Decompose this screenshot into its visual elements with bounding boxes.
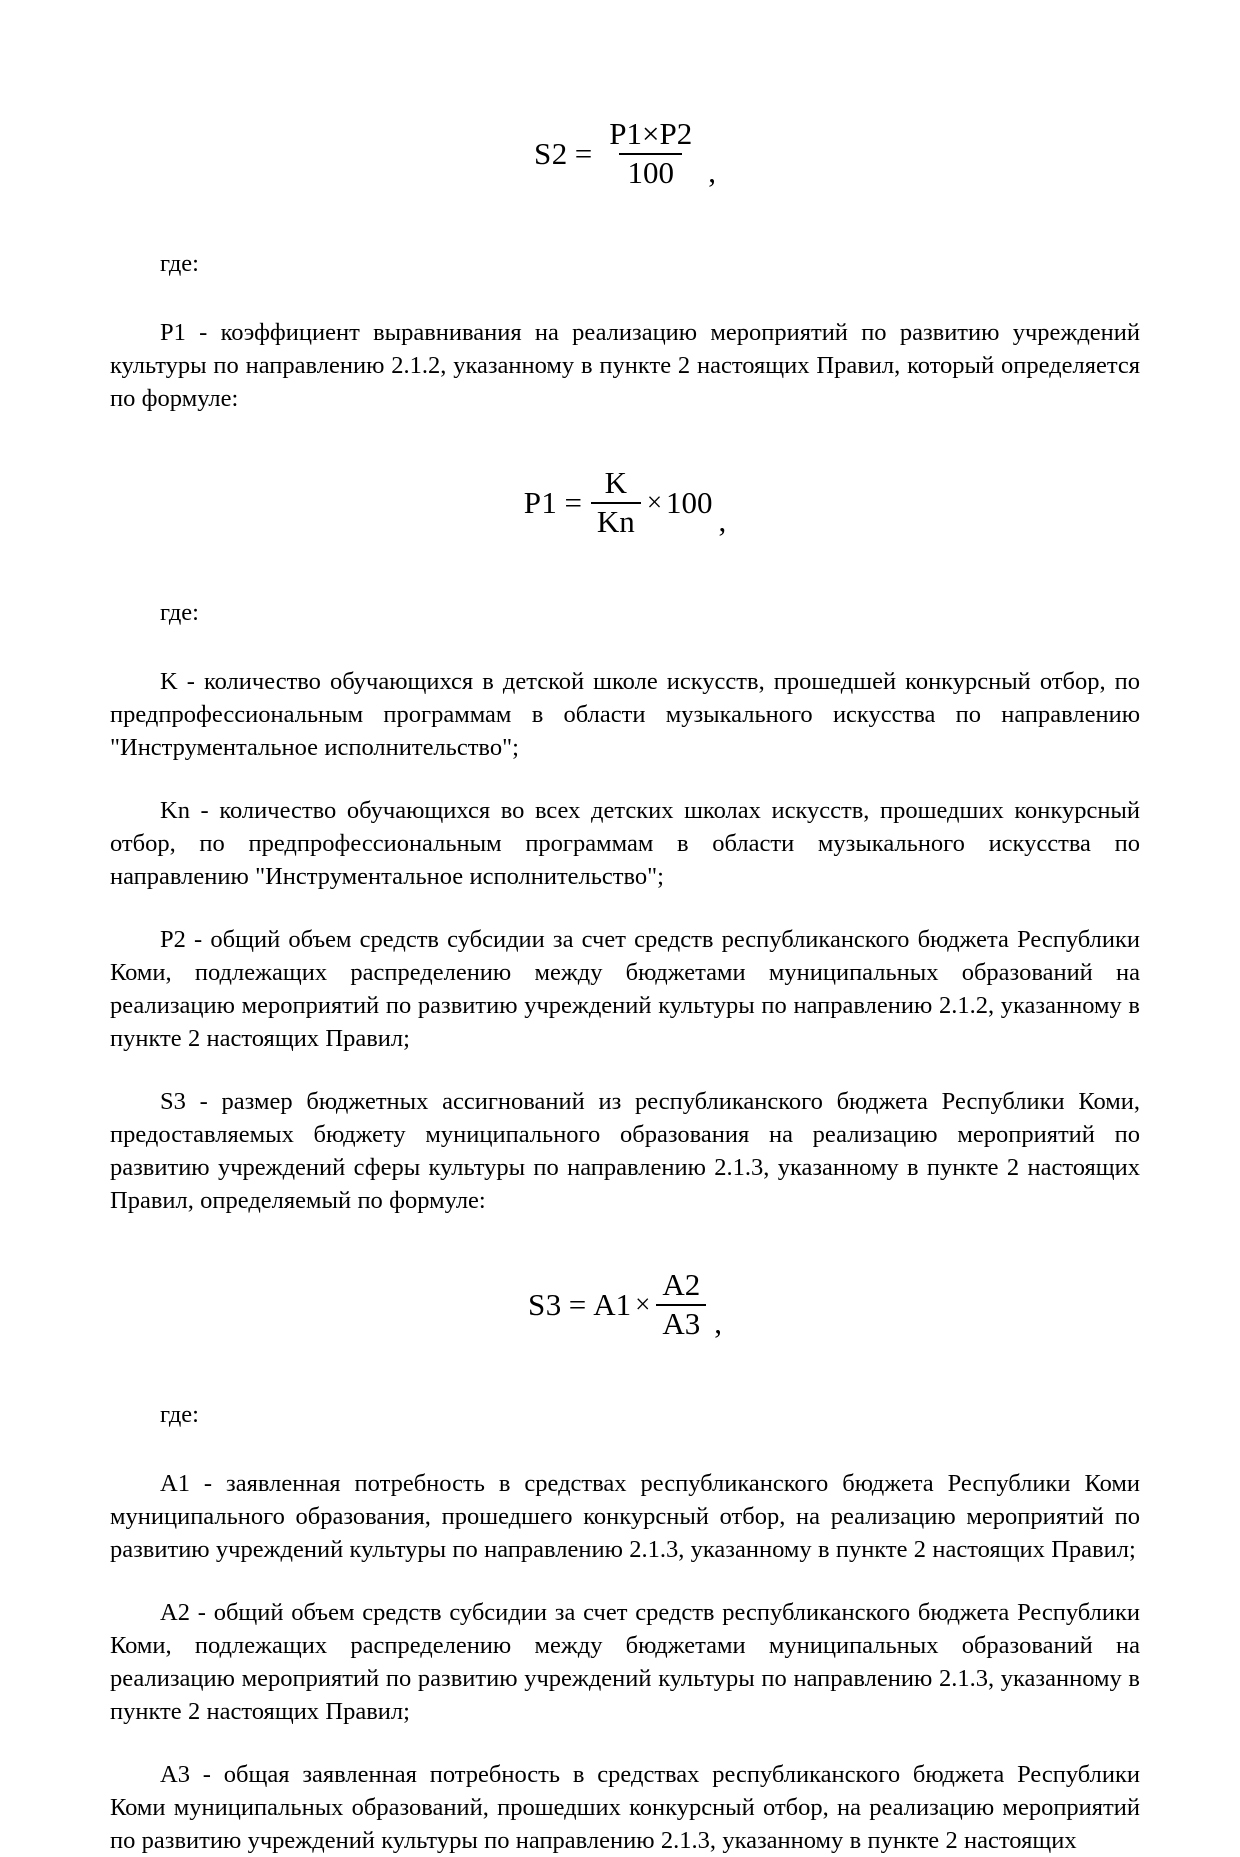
spacer-after-gde-1 (110, 280, 1140, 316)
gde-label-2: где: (160, 599, 199, 627)
formula-p1-lhs: P1 (523, 485, 558, 521)
formula-s3-factor: A1 (593, 1287, 632, 1323)
spacer-after-k (110, 764, 1140, 794)
gde-label-3: где: (160, 1401, 199, 1429)
spacer-after-p2 (110, 1055, 1140, 1085)
spacer-after-gde-3 (110, 1431, 1140, 1467)
formula-p1-fraction (591, 467, 641, 538)
spacer-before-formula-p1 (110, 415, 1140, 467)
spacer-before-formula-s3 (110, 1217, 1140, 1269)
formula-s3 (528, 1269, 722, 1340)
paragraph-s3-definition: S3 - размер бюджетных ассигнований из республиканского бюджета Республики Коми, предоставляемых бюджету муниципального образования на реализацию мероприятий по развитию учреждений сферы культуры по направлению 2.1.3, указанному в пункте 2 настоящих Правил, определяемый по формуле: (110, 1088, 1140, 1215)
formula-s2 (534, 118, 716, 189)
formula-s2-trailing-comma: , (708, 154, 716, 190)
spacer-after-a2 (110, 1728, 1140, 1758)
paragraph-k-definition: K - количество обучающихся в детской школе искусств, прошедшей конкурсный отбор, по предпрофессиональным программам в области музыкального искусства по направлению "Инструментальное исполнительство"; (110, 668, 1140, 762)
formula-s3-lhs: S3 (528, 1287, 562, 1323)
spacer-after-formula-s2 (110, 189, 1140, 247)
formula-p1-times: × (646, 487, 663, 518)
formula-p1 (524, 467, 727, 538)
spacer-after-formula-s3 (110, 1340, 1140, 1398)
formula-s2-lhs: S2 (534, 136, 568, 172)
formula-s2-denominator: 100 (619, 153, 682, 190)
paragraph-a1-definition: A1 - заявленная потребность в средствах республиканского бюджета Республики Коми муниципального образования, прошедшего конкурсный отбор, на реализацию мероприятий по развитию учреждений культуры по направлению 2.1.3, указанному в пункте 2 настоящих Правил; (110, 1470, 1140, 1564)
paragraph-kn-definition: Kn - количество обучающихся во всех детских школах искусств, прошедших конкурсный отбор, по предпрофессиональным программам в области музыкального искусства по направлению "Инструментальное исполнительство"; (110, 797, 1140, 891)
formula-p1-factor: 100 (666, 485, 713, 521)
formula-p1-numerator: K (604, 465, 628, 501)
top-spacer (110, 0, 1140, 118)
formula-s3-denominator: A3 (656, 1304, 706, 1341)
paragraph-a3-definition: A3 - общая заявленная потребность в средствах республиканского бюджета Республики Коми муниципальных образований, прошедших конкурсный отбор, на реализацию мероприятий по развитию учреждений культуры по направлению 2.1.3, указанному в пункте 2 настоящих (110, 1761, 1140, 1855)
formula-s3-fraction (656, 1269, 706, 1340)
paragraph-a2-definition: A2 - общий объем средств субсидии за счет средств республиканского бюджета Республики Коми, подлежащих распределению между бюджетами муниципальных образований на реализацию мероприятий по развитию учреждений культуры по направлению 2.1.3, указанному в пункте 2 настоящих Правил; (110, 1599, 1140, 1726)
formula-s3-trailing-comma: , (714, 1305, 722, 1341)
spacer-after-kn (110, 893, 1140, 923)
formula-s3-numerator: A2 (662, 1267, 701, 1303)
formula-s3-block (110, 1269, 1140, 1340)
formula-s3-times: × (635, 1289, 651, 1320)
spacer-after-a1 (110, 1566, 1140, 1596)
formula-s2-numerator: P1×P2 (609, 116, 693, 151)
formula-s2-fraction (601, 118, 700, 189)
spacer-after-formula-p1 (110, 538, 1140, 596)
gde-label-1: где: (160, 250, 199, 278)
spacer-after-gde-2 (110, 629, 1140, 665)
formula-s3-equals: = (568, 1287, 587, 1323)
paragraph-p1-definition: P1 - коэффициент выравнивания на реализацию мероприятий по развитию учреждений культуры по направлению 2.1.2, указанному в пункте 2 настоящих Правил, который определяется по формуле: (110, 319, 1140, 413)
formula-p1-block (110, 467, 1140, 538)
formula-s2-block (110, 118, 1140, 189)
formula-s2-equals: = (574, 136, 593, 172)
document-content (110, 0, 1140, 1857)
formula-p1-denominator: Kn (591, 502, 641, 539)
paragraph-p2-definition: P2 - общий объем средств субсидии за счет средств республиканского бюджета Республики Коми, подлежащих распределению между бюджетами муниципальных образований на реализацию мероприятий по развитию учреждений культуры по направлению 2.1.2, указанному в пункте 2 настоящих Правил; (110, 926, 1140, 1053)
formula-p1-trailing-comma: , (718, 503, 727, 539)
formula-p1-equals: = (564, 485, 582, 521)
